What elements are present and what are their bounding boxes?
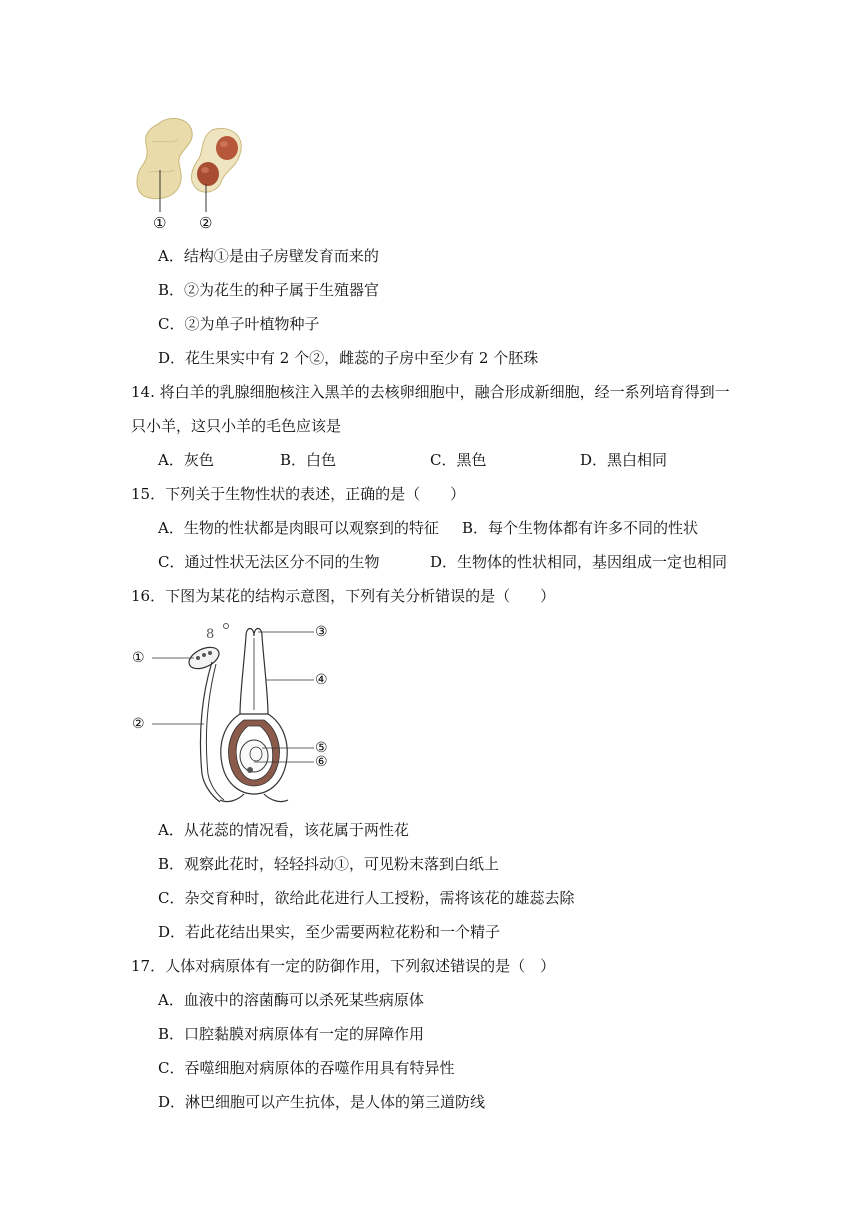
- option-d: D．花生果实中有 2 个②，雌蕊的子房中至少有 2 个胚珠: [158, 349, 539, 367]
- flower-label-1: ①: [132, 650, 145, 666]
- svg-text:8: 8: [206, 627, 215, 642]
- peanut-label-1: ①: [153, 214, 167, 232]
- peanut-figure: [130, 112, 250, 232]
- peanut-label-2: ②: [199, 214, 213, 232]
- question-14-stem-line2: 只小羊，这只小羊的毛色应该是: [131, 417, 342, 435]
- question-17-option-d: D．淋巴细胞可以产生抗体，是人体的第三道防线: [158, 1093, 486, 1111]
- question-15-option-d: D．生物体的性状相同，基因组成一定也相同: [430, 553, 728, 571]
- question-14-option-d: D．黑白相同: [580, 451, 668, 469]
- flower-label-3: ③: [315, 624, 328, 640]
- open-pod-illustration: [192, 128, 242, 192]
- question-17-stem: 17．人体对病原体有一定的防御作用，下列叙述错误的是（ ）: [131, 957, 556, 975]
- question-17-option-b: B．口腔黏膜对病原体有一定的屏障作用: [158, 1025, 425, 1043]
- question-15-stem: 15．下列关于生物性状的表述，正确的是（ ）: [131, 485, 466, 503]
- question-16-option-d: D．若此花结出果实，至少需要两粒花粉和一个精子: [158, 923, 501, 941]
- question-16-option-b: B．观察此花时，轻轻抖动①，可见粉末落到白纸上: [158, 855, 500, 873]
- ovule-illustration: [240, 740, 268, 772]
- flower-label-2: ②: [132, 716, 145, 732]
- question-17-option-a: A．血液中的溶菌酶可以杀死某些病原体: [158, 991, 424, 1009]
- question-15-option-c: C．通过性状无法区分不同的生物: [158, 553, 380, 571]
- question-17-option-c: C．吞噬细胞对病原体的吞噬作用具有特异性: [158, 1059, 455, 1077]
- option-c: C．②为单子叶植物种子: [158, 315, 320, 333]
- option-b: B．②为花生的种子属于生殖器官: [158, 281, 380, 299]
- question-14-stem-line1: 14. 将白羊的乳腺细胞核注入黑羊的去核卵细胞中，融合形成新细胞，经一系列培育得到一: [131, 383, 730, 401]
- option-a: A．结构①是由子房壁发育而来的: [158, 247, 379, 265]
- flower-label-5: ⑤: [315, 740, 328, 756]
- question-14-option-c: C．黑色: [430, 451, 487, 469]
- peanut-shell-illustration: [137, 118, 192, 198]
- flower-structure-figure: [128, 614, 338, 810]
- question-14-option-b: B．白色: [280, 451, 337, 469]
- question-15-option-b: B．每个生物体都有许多不同的性状: [462, 519, 699, 537]
- question-16-stem: 16．下图为某花的结构示意图，下列有关分析错误的是（ ）: [131, 587, 556, 605]
- seed-illustration: [216, 136, 238, 160]
- flower-label-6: ⑥: [315, 754, 328, 770]
- flower-label-4: ④: [315, 672, 328, 688]
- seed-illustration: [197, 162, 219, 186]
- question-16-option-a: A．从花蕊的情况看，该花属于两性花: [158, 821, 409, 839]
- question-16-option-c: C．杂交育种时，欲给此花进行人工授粉，需将该花的雄蕊去除: [158, 889, 575, 907]
- question-14-option-a: A．灰色: [158, 451, 214, 469]
- question-15-option-a: A．生物的性状都是肉眼可以观察到的特征: [158, 519, 439, 537]
